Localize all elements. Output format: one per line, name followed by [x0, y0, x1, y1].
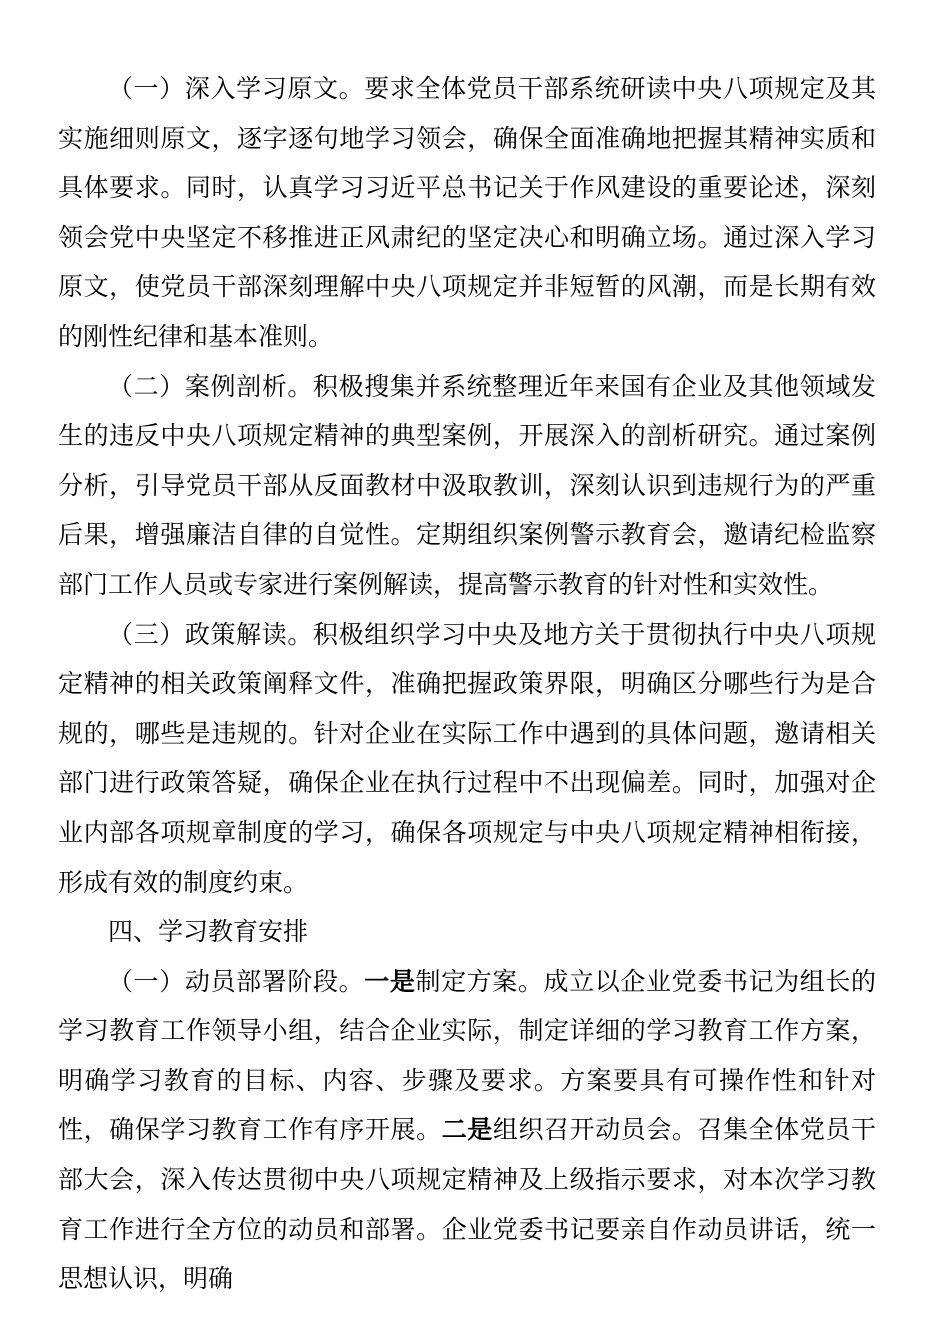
- document-page: [58, 64, 876, 1304]
- mobilization-stage-intro: （一）动员部署阶段。: [108, 966, 365, 996]
- paragraph-policy-interpretation: （三）政策解读。积极组织学习中央及地方关于贯彻执行中央八项规定精神的相关政策阐释文件，准确把握政策界限，明确区分哪些行为是合规的，哪些是违规的。针对企业在实际工作中遇到的具体问题，邀请相关部门进行政策答疑，确保企业在执行过程中不出现偏差。同时，加强对企业内部各项规章制度的学习，确保各项规定与中央八项规定精神相衔接，形成有效的制度约束。: [58, 619, 876, 897]
- paragraph-case-analysis: （二）案例剖析。积极搜集并系统整理近年来国有企业及其他领域发生的违反中央八项规定精神的典型案例，开展深入的剖析研究。通过案例分析，引导党员干部从反面教材中汲取教训，深刻认识到违规行为的严重后果，增强廉洁自律的自觉性。定期组织案例警示教育会，邀请纪检监察部门工作人员或专家进行案例解读，提高警示教育的针对性和实效性。: [58, 371, 876, 599]
- first-point-text: 制定方案。成立以企业党委书记为组长的学习教育工作领导小组，结合企业实际，制定详细的学习教育工作方案，明确学习教育的目标、内容、步骤及要求。方案要具有可操作性和针对性，确保学习教育工作有序开展。: [58, 966, 876, 1145]
- paragraph-study-original-text: （一）深入学习原文。要求全体党员干部系统研读中央八项规定及其实施细则原文，逐字逐句地学习领会，确保全面准确地把握其精神实质和具体要求。同时，认真学习习近平总书记关于作风建设的重要论述，深刻领会党中央坚定不移推进正风肃纪的坚定决心和明确立场。通过深入学习原文，使党员干部深刻理解中央八项规定并非短暂的风潮，而是长期有效的刚性纪律和基本准则。: [58, 74, 876, 351]
- second-point-marker: 二是: [441, 1115, 493, 1145]
- first-point-marker: 一是: [364, 966, 416, 996]
- paragraph-mobilization-stage: [58, 957, 876, 1304]
- second-point-text: 组织召开动员会。召集全体党员干部大会，深入传达贯彻中央八项规定精神及上级指示要求，对本次学习教育工作进行全方位的动员和部署。企业党委书记要亲自作动员讲话，统一思想认识，明确: [58, 1115, 876, 1294]
- section-heading-study-arrangement: 四、学习教育安排: [108, 917, 309, 947]
